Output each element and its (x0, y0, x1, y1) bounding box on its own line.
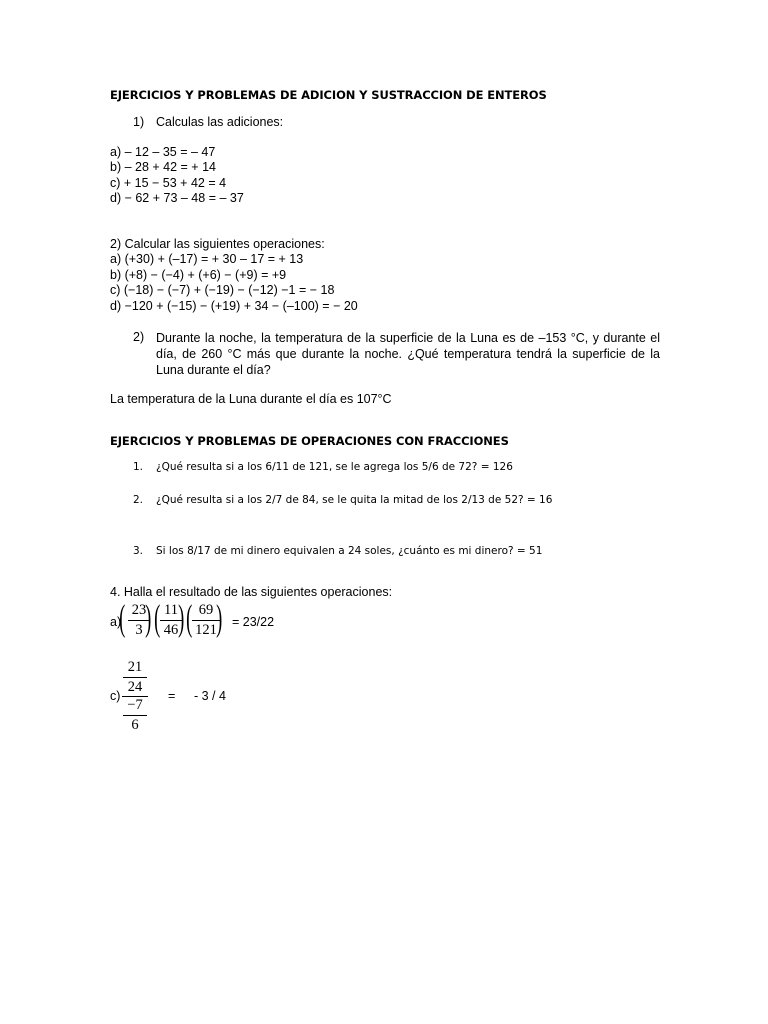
fraction-item-3-text: Si los 8/17 de mi dinero equivalen a 24 soles, ¿cuánto es mi dinero? = 51 (156, 545, 543, 557)
q1-text: Calculas las adiciones: (156, 115, 284, 129)
numerator: 69 (198, 602, 214, 618)
q2-title: 2) Calcular las siguientes operaciones: (110, 237, 325, 251)
fraction-item-1-number: 1. (133, 461, 144, 473)
top-numerator: 21 (127, 659, 143, 675)
q1-number: 1) (133, 115, 145, 129)
q2-answer-c: c) (−18) − (−7) + (−19) − (−12) −1 = − 18 (110, 283, 335, 297)
complex-fraction (123, 659, 147, 734)
denominator: 3 (135, 622, 143, 638)
top-denominator: 24 (127, 679, 143, 695)
fraction-item-2-number: 2. (133, 494, 144, 506)
q4c-equals: = (168, 689, 176, 703)
q4a-result: = 23/22 (232, 615, 275, 629)
right-paren-1: ) (145, 598, 152, 639)
q2-answer-a: a) (+30) + (–17) = + 30 – 17 = + 13 (110, 252, 304, 266)
q4c-result: - 3 / 4 (194, 689, 226, 703)
section1-title: EJERCICIOS Y PROBLEMAS DE ADICION Y SUSTRACCION DE ENTEROS (110, 88, 547, 102)
bottom-denominator: 6 (131, 717, 139, 733)
right-paren-3: ) (216, 598, 223, 639)
left-paren-3: ( (186, 598, 193, 639)
fraction-item-2-text: ¿Qué resulta si a los 2/7 de 84, se le quita la mitad de los 2/13 de 52? = 16 (156, 494, 553, 506)
q4a-label: a) (110, 615, 122, 629)
denominator: 46 (163, 622, 179, 638)
numerator: 11 (164, 602, 178, 618)
section2-title: EJERCICIOS Y PROBLEMAS DE OPERACIONES CON FRACCIONES (110, 434, 509, 448)
q3-text: Durante la noche, la temperatura de la superficie de la Luna es de –153 °C, y durante el día, de 260 °C más que durante la noche. ¿Qué temperatura tendrá la superficie de la Luna durante el día? (156, 331, 660, 377)
q4c-label: c) (110, 689, 121, 703)
bottom-numerator: −7 (127, 697, 143, 713)
denominator: 121 (195, 622, 217, 638)
fraction-item-1-text: ¿Qué resulta si a los 6/11 de 121, se le agrega los 5/6 de 72? = 126 (156, 461, 513, 473)
q4-title: 4. Halla el resultado de las siguientes operaciones: (110, 585, 393, 599)
right-paren-2: ) (178, 598, 185, 639)
bottom-fraction-bar (123, 715, 147, 716)
fraction-item-3-number: 3. (133, 545, 144, 557)
left-paren-1: ( (119, 598, 126, 639)
q1-answer-d: d) − 62 + 73 – 48 = – 37 (110, 191, 244, 205)
q1-answer-b: b) – 28 + 42 = + 14 (110, 160, 216, 174)
q2-answer-b: b) (+8) − (−4) + (+6) − (+9) = +9 (110, 268, 287, 282)
q3-number: 2) (133, 330, 145, 344)
top-fraction-bar (123, 677, 147, 678)
q3-answer: La temperatura de la Luna durante el día es 107°C (110, 392, 392, 406)
q2-answer-d: d) −120 + (−15) − (+19) + 34 − (–100) = − 20 (110, 299, 358, 313)
q1-answer-c: c) + 15 − 53 + 42 = 4 (110, 176, 227, 190)
left-paren-2: ( (154, 598, 161, 639)
numerator: 23 (131, 602, 147, 618)
q1-answer-a: a) – 12 – 35 = – 47 (110, 145, 216, 159)
